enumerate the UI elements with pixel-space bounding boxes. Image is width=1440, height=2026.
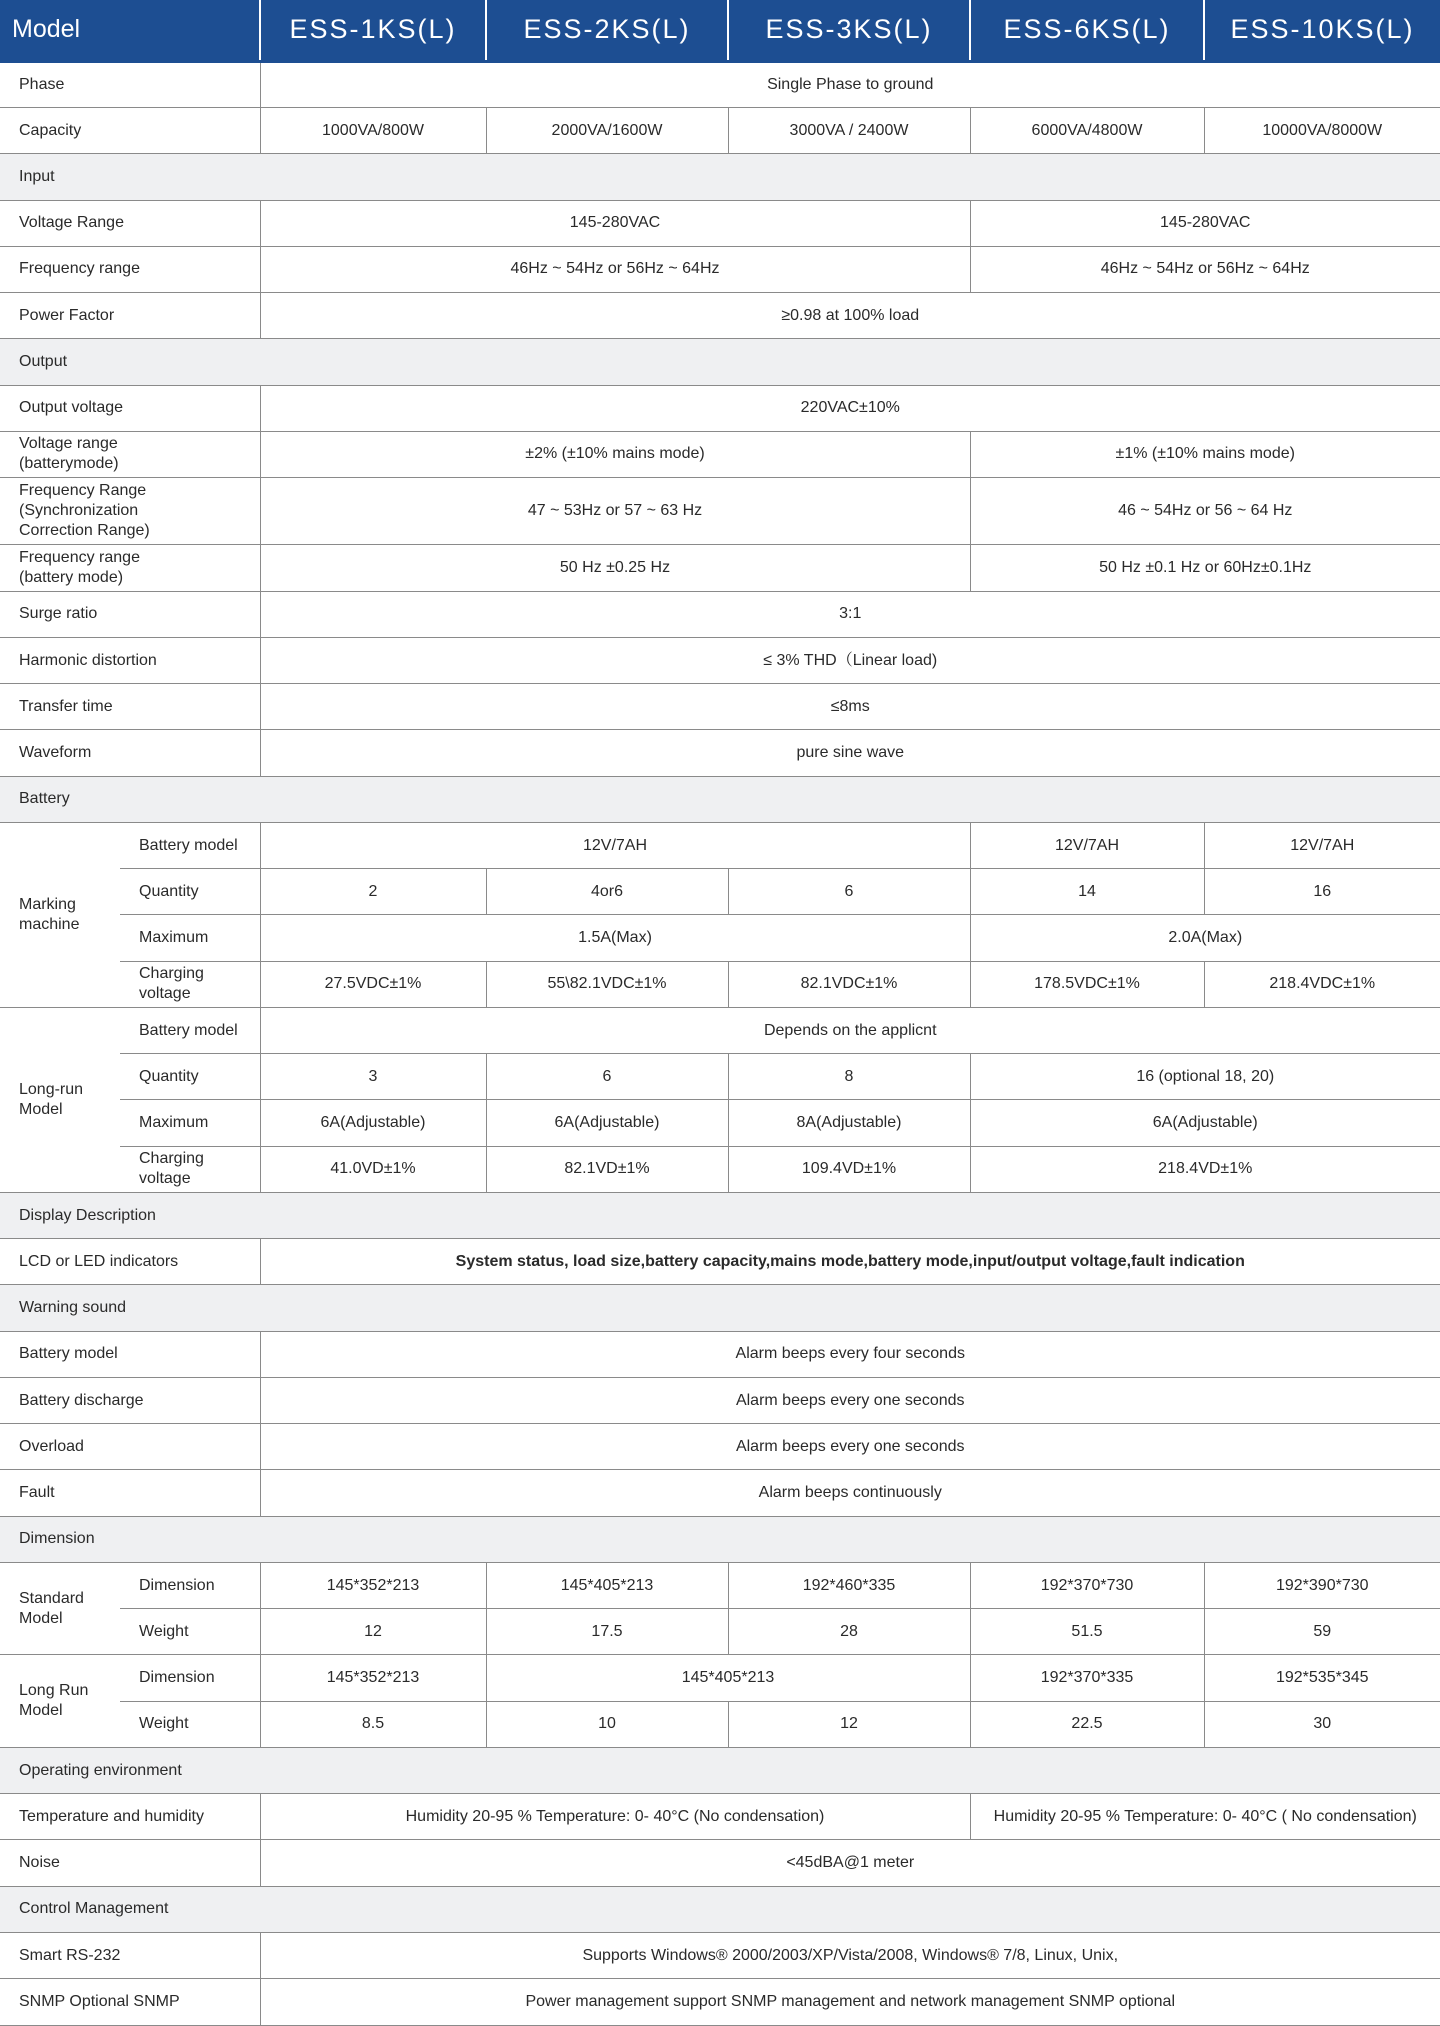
section-header — [0, 776, 1440, 822]
spec-value: ±2% (±10% mains mode) — [260, 431, 970, 477]
spec-value: ≤ 3% THD（Linear load) — [260, 637, 1440, 683]
section-header — [0, 1285, 1440, 1331]
section-header — [0, 339, 1440, 385]
spec-value: 145-280VAC — [260, 200, 970, 246]
spec-value: 59 — [1204, 1609, 1440, 1655]
spec-value: 192*370*335 — [970, 1655, 1204, 1701]
spec-value: Alarm beeps every one seconds — [260, 1377, 1440, 1423]
spec-value: 145*405*213 — [486, 1655, 970, 1701]
longrun-weight-row — [0, 1701, 1440, 1747]
row-label: Overload — [0, 1424, 260, 1470]
row-label: Phase — [0, 61, 260, 107]
longrun-charging-voltage-row — [0, 1146, 1440, 1192]
row-label: Voltage Range — [0, 200, 260, 246]
label-line: Long Run — [19, 1682, 89, 1700]
row-label: Weight — [120, 1609, 260, 1655]
spec-value: Power management support SNMP management and network management SNMP optional — [260, 1979, 1440, 2026]
row-label: Waveform — [0, 730, 260, 776]
spec-value: 6000VA/4800W — [970, 108, 1204, 154]
row-label: Harmonic distortion — [0, 637, 260, 683]
spec-value: 41.0VD±1% — [260, 1146, 486, 1192]
temperature-humidity-row — [0, 1794, 1440, 1840]
spec-value: 109.4VD±1% — [728, 1146, 970, 1192]
label-line: Model — [19, 1609, 63, 1627]
snmp-row — [0, 1979, 1440, 2026]
row-label: Quantity — [120, 1054, 260, 1100]
spec-value: 192*370*730 — [970, 1562, 1204, 1608]
model-name: ESS-10KS(L) — [1204, 0, 1440, 61]
spec-value: 16 (optional 18, 20) — [970, 1054, 1440, 1100]
row-label: Smart RS-232 — [0, 1932, 260, 1978]
row-label: Battery model — [0, 1331, 260, 1377]
frequency-range-row — [0, 246, 1440, 292]
row-label: Capacity — [0, 108, 260, 154]
section-header — [0, 1886, 1440, 1932]
marking-maximum-row — [0, 915, 1440, 961]
waveform-row — [0, 730, 1440, 776]
spec-value: 46Hz ~ 54Hz or 56Hz ~ 64Hz — [260, 246, 970, 292]
row-label: Battery model — [120, 822, 260, 868]
spec-value: 4or6 — [486, 869, 728, 915]
section-header — [0, 1747, 1440, 1793]
model-name: ESS-1KS(L) — [260, 0, 486, 61]
model-label: Model — [0, 0, 260, 61]
row-label: Dimension — [120, 1562, 260, 1608]
spec-value: 12 — [728, 1701, 970, 1747]
group-label — [0, 1562, 120, 1655]
spec-value: 47 ~ 53Hz or 57 ~ 63 Hz — [260, 478, 970, 545]
section-title: Battery — [0, 776, 1440, 822]
spec-value: 10 — [486, 1701, 728, 1747]
model-name: ESS-3KS(L) — [728, 0, 970, 61]
marking-battery-model-row — [0, 822, 1440, 868]
spec-value: 6 — [486, 1054, 728, 1100]
spec-value: 1000VA/800W — [260, 108, 486, 154]
label-line: (batterymode) — [19, 455, 119, 473]
row-label: Maximum — [120, 1100, 260, 1146]
spec-value: 218.4VDC±1% — [1204, 961, 1440, 1007]
phase-row — [0, 61, 1440, 107]
spec-value: 192*390*730 — [1204, 1562, 1440, 1608]
row-label: Weight — [120, 1701, 260, 1747]
row-label: Battery discharge — [0, 1377, 260, 1423]
row-label: LCD or LED indicators — [0, 1239, 260, 1285]
row-label: Maximum — [120, 915, 260, 961]
output-voltage-row — [0, 385, 1440, 431]
transfer-time-row — [0, 684, 1440, 730]
spec-value: 220VAC±10% — [260, 385, 1440, 431]
row-label: Surge ratio — [0, 591, 260, 637]
spec-value: 17.5 — [486, 1609, 728, 1655]
spec-value: 50 Hz ±0.1 Hz or 60Hz±0.1Hz — [970, 545, 1440, 591]
label-line: Correction Range) — [19, 522, 150, 540]
row-label — [0, 545, 260, 591]
spec-value: 12 — [260, 1609, 486, 1655]
label-line: (battery mode) — [19, 569, 124, 587]
spec-value: Depends on the applicnt — [260, 1007, 1440, 1053]
spec-value: 12V/7AH — [1204, 822, 1440, 868]
label-line: machine — [19, 915, 80, 933]
model-header-row — [0, 0, 1440, 61]
spec-value: 51.5 — [970, 1609, 1204, 1655]
surge-ratio-row — [0, 591, 1440, 637]
section-title: Operating environment — [0, 1747, 1440, 1793]
spec-value: 82.1VD±1% — [486, 1146, 728, 1192]
spec-value: Supports Windows® 2000/2003/XP/Vista/2008, Windows® 7/8, Linux, Unix, — [260, 1932, 1440, 1978]
row-label: Fault — [0, 1470, 260, 1516]
spec-value: 12V/7AH — [260, 822, 970, 868]
spec-value: 46Hz ~ 54Hz or 56Hz ~ 64Hz — [970, 246, 1440, 292]
spec-value: Alarm beeps every one seconds — [260, 1424, 1440, 1470]
warning-fault-row — [0, 1470, 1440, 1516]
spec-value: 8 — [728, 1054, 970, 1100]
harmonic-distortion-row — [0, 637, 1440, 683]
section-header — [0, 154, 1440, 200]
spec-value: 22.5 — [970, 1701, 1204, 1747]
row-label: Charging voltage — [120, 961, 260, 1007]
spec-value: 2 — [260, 869, 486, 915]
spec-value: ≥0.98 at 100% load — [260, 293, 1440, 339]
spec-value: 10000VA/8000W — [1204, 108, 1440, 154]
label-line: Frequency range — [19, 549, 140, 567]
row-label: Dimension — [120, 1655, 260, 1701]
row-label: Transfer time — [0, 684, 260, 730]
label-line: Standard — [19, 1589, 84, 1607]
spec-value: 145*352*213 — [260, 1655, 486, 1701]
spec-value: 145*405*213 — [486, 1562, 728, 1608]
section-title: Display Description — [0, 1192, 1440, 1238]
spec-value: 218.4VD±1% — [970, 1146, 1440, 1192]
longrun-battery-model-row — [0, 1007, 1440, 1053]
label-line: Marking — [19, 895, 76, 913]
voltage-range-row — [0, 200, 1440, 246]
spec-value: 50 Hz ±0.25 Hz — [260, 545, 970, 591]
marking-quantity-row — [0, 869, 1440, 915]
group-label — [0, 822, 120, 1007]
spec-value: Alarm beeps continuously — [260, 1470, 1440, 1516]
row-label: Battery model — [120, 1007, 260, 1053]
spec-value: 6A(Adjustable) — [260, 1100, 486, 1146]
label-line: Model — [19, 1100, 63, 1118]
spec-value: ≤8ms — [260, 684, 1440, 730]
longrun-dimension-row — [0, 1655, 1440, 1701]
spec-value: 145-280VAC — [970, 200, 1440, 246]
row-label: Power Factor — [0, 293, 260, 339]
spec-value: 6 — [728, 869, 970, 915]
spec-value: 16 — [1204, 869, 1440, 915]
spec-value: 178.5VDC±1% — [970, 961, 1204, 1007]
power-factor-row — [0, 293, 1440, 339]
spec-value: 2.0A(Max) — [970, 915, 1440, 961]
frequency-range-battery-row — [0, 545, 1440, 591]
spec-value: 27.5VDC±1% — [260, 961, 486, 1007]
label-line: Frequency Range — [19, 482, 147, 500]
group-label — [0, 1007, 120, 1192]
spec-value: System status, load size,battery capacity,mains mode,battery mode,input/output voltage,fault indication — [260, 1239, 1440, 1285]
standard-weight-row — [0, 1609, 1440, 1655]
spec-value: 1.5A(Max) — [260, 915, 970, 961]
row-label — [0, 431, 260, 477]
spec-value: 3 — [260, 1054, 486, 1100]
warning-battery-discharge-row — [0, 1377, 1440, 1423]
spec-value: 3000VA / 2400W — [728, 108, 970, 154]
section-title: Control Management — [0, 1886, 1440, 1932]
spec-value: 145*352*213 — [260, 1562, 486, 1608]
row-label — [0, 478, 260, 545]
spec-value: 2000VA/1600W — [486, 108, 728, 154]
row-label: Frequency range — [0, 246, 260, 292]
section-header — [0, 1192, 1440, 1238]
spec-value: Humidity 20-95 % Temperature: 0- 40°C (No condensation) — [260, 1794, 970, 1840]
spec-value: 192*460*335 — [728, 1562, 970, 1608]
spec-value: 6A(Adjustable) — [486, 1100, 728, 1146]
spec-value: 12V/7AH — [970, 822, 1204, 868]
spec-value: pure sine wave — [260, 730, 1440, 776]
spec-value: Humidity 20-95 % Temperature: 0- 40°C ( No condensation) — [970, 1794, 1440, 1840]
standard-dimension-row — [0, 1562, 1440, 1608]
spec-value: <45dBA@1 meter — [260, 1840, 1440, 1886]
spec-value: Single Phase to ground — [260, 61, 1440, 107]
label-line: (Synchronization — [19, 502, 139, 520]
spec-value: Alarm beeps every four seconds — [260, 1331, 1440, 1377]
row-label: Output voltage — [0, 385, 260, 431]
longrun-maximum-row — [0, 1100, 1440, 1146]
row-label: Noise — [0, 1840, 260, 1886]
spec-value: 3:1 — [260, 591, 1440, 637]
voltage-range-battery-row — [0, 431, 1440, 477]
rs232-row — [0, 1932, 1440, 1978]
section-header — [0, 1516, 1440, 1562]
spec-value: 6A(Adjustable) — [970, 1100, 1440, 1146]
spec-value: 8.5 — [260, 1701, 486, 1747]
spec-value: 8A(Adjustable) — [728, 1100, 970, 1146]
model-name: ESS-2KS(L) — [486, 0, 728, 61]
frequency-range-sync-row — [0, 478, 1440, 545]
longrun-quantity-row — [0, 1054, 1440, 1100]
lcd-row — [0, 1239, 1440, 1285]
section-title: Input — [0, 154, 1440, 200]
noise-row — [0, 1840, 1440, 1886]
capacity-row — [0, 108, 1440, 154]
section-title: Dimension — [0, 1516, 1440, 1562]
row-label: Quantity — [120, 869, 260, 915]
warning-battery-model-row — [0, 1331, 1440, 1377]
row-label: Temperature and humidity — [0, 1794, 260, 1840]
spec-value: 14 — [970, 869, 1204, 915]
marking-charging-voltage-row — [0, 961, 1440, 1007]
spec-value: 46 ~ 54Hz or 56 ~ 64 Hz — [970, 478, 1440, 545]
spec-value: 30 — [1204, 1701, 1440, 1747]
model-name: ESS-6KS(L) — [970, 0, 1204, 61]
spec-value: 28 — [728, 1609, 970, 1655]
row-label: SNMP Optional SNMP — [0, 1979, 260, 2026]
warning-overload-row — [0, 1424, 1440, 1470]
group-label — [0, 1655, 120, 1748]
spec-value: 192*535*345 — [1204, 1655, 1440, 1701]
spec-value: 55\82.1VDC±1% — [486, 961, 728, 1007]
label-line: Long-run — [19, 1080, 84, 1098]
section-title: Warning sound — [0, 1285, 1440, 1331]
label-line: Model — [19, 1702, 63, 1720]
row-label: Charging voltage — [120, 1146, 260, 1192]
spec-value: ±1% (±10% mains mode) — [970, 431, 1440, 477]
label-line: Voltage range — [19, 435, 118, 453]
spec-value: 82.1VDC±1% — [728, 961, 970, 1007]
section-title: Output — [0, 339, 1440, 385]
